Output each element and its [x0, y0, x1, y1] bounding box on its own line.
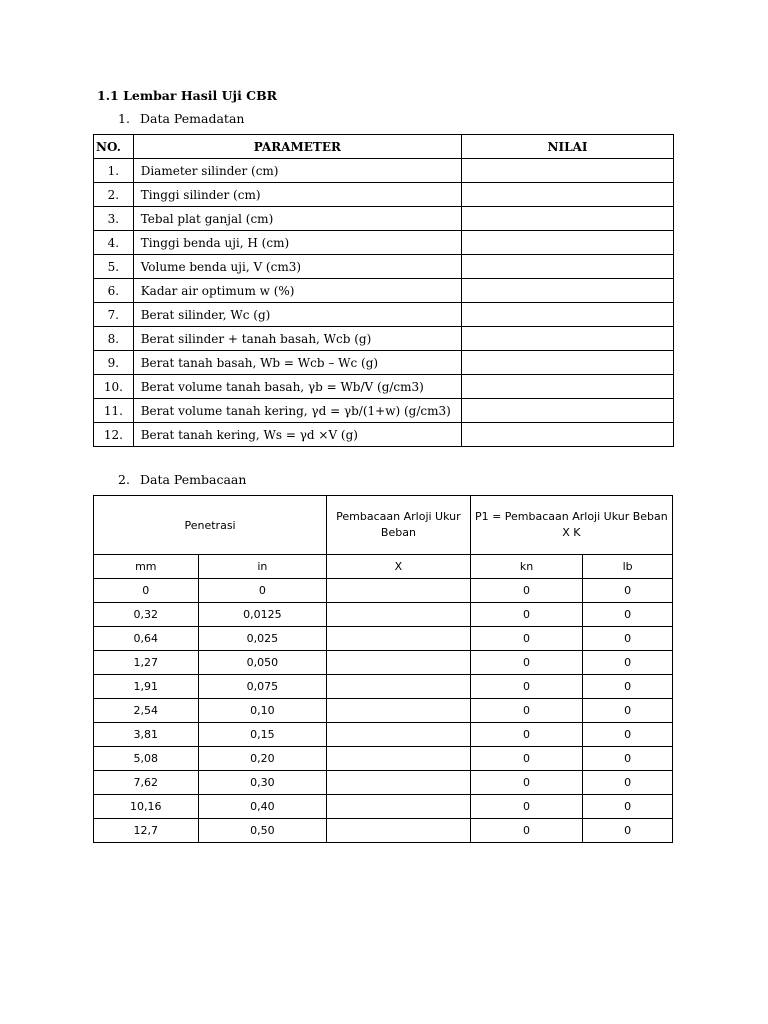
reading-cell — [327, 675, 471, 699]
lb-cell: 0 — [583, 603, 673, 627]
row-number: 6. — [94, 279, 134, 303]
parameter-cell: Diameter silinder (cm) — [133, 159, 461, 183]
lb-cell: 0 — [583, 627, 673, 651]
table-row — [94, 771, 673, 795]
parameter-cell: Berat silinder + tanah basah, Wcb (g) — [133, 327, 461, 351]
table-row — [94, 351, 674, 375]
in-cell: 0,075 — [198, 675, 327, 699]
in-cell: 0,40 — [198, 795, 327, 819]
kn-cell: 0 — [470, 603, 583, 627]
kn-cell: 0 — [470, 627, 583, 651]
row-number: 12. — [94, 423, 134, 447]
kn-cell: 0 — [470, 579, 583, 603]
in-cell: 0,10 — [198, 699, 327, 723]
lb-cell: 0 — [583, 723, 673, 747]
mm-cell: 1,27 — [94, 651, 199, 675]
table-row — [94, 231, 674, 255]
in-cell: 0 — [198, 579, 327, 603]
lb-cell: 0 — [583, 675, 673, 699]
table-row — [94, 699, 673, 723]
row-number: 7. — [94, 303, 134, 327]
value-cell — [462, 303, 674, 327]
table-row — [94, 819, 673, 843]
row-number: 10. — [94, 375, 134, 399]
mm-cell: 0,32 — [94, 603, 199, 627]
row-number: 1. — [94, 159, 134, 183]
table-row — [94, 627, 673, 651]
document-heading: 1.1 Lembar Hasil Uji CBR — [97, 88, 278, 103]
value-cell — [462, 279, 674, 303]
parameter-cell: Tebal plat ganjal (cm) — [133, 207, 461, 231]
reading-cell — [327, 651, 471, 675]
header-penetrasi: Penetrasi — [94, 496, 327, 555]
in-cell: 0,50 — [198, 819, 327, 843]
compaction-data-table — [93, 134, 674, 447]
value-cell — [462, 327, 674, 351]
table-row — [94, 747, 673, 771]
table-row — [94, 423, 674, 447]
reading-cell — [327, 699, 471, 723]
lb-cell: 0 — [583, 771, 673, 795]
reading-cell — [327, 723, 471, 747]
lb-cell: 0 — [583, 579, 673, 603]
parameter-cell: Kadar air optimum w (%) — [133, 279, 461, 303]
value-cell — [462, 231, 674, 255]
value-cell — [462, 159, 674, 183]
reading-cell — [327, 603, 471, 627]
value-cell — [462, 207, 674, 231]
value-cell — [462, 255, 674, 279]
mm-cell: 5,08 — [94, 747, 199, 771]
reading-cell — [327, 627, 471, 651]
mm-cell: 0 — [94, 579, 199, 603]
section2-number: 2. — [118, 472, 130, 487]
header-pembacaan-text: Pembacaan Arloji Ukur Beban — [336, 510, 461, 539]
table-row — [94, 375, 674, 399]
table-row — [94, 675, 673, 699]
header-parameter: PARAMETER — [133, 135, 461, 159]
in-cell: 0,0125 — [198, 603, 327, 627]
row-number: 9. — [94, 351, 134, 375]
value-cell — [462, 183, 674, 207]
parameter-cell: Berat tanah basah, Wb = Wcb – Wc (g) — [133, 351, 461, 375]
compaction-header-row — [94, 135, 674, 159]
parameter-cell: Berat silinder, Wc (g) — [133, 303, 461, 327]
kn-cell: 0 — [470, 819, 583, 843]
kn-cell: 0 — [470, 795, 583, 819]
parameter-cell: Berat tanah kering, Ws = γd ×V (g) — [133, 423, 461, 447]
header-no: NO. — [94, 135, 134, 159]
mm-cell: 0,64 — [94, 627, 199, 651]
unit-mm: mm — [94, 555, 199, 579]
unit-in: in — [198, 555, 327, 579]
parameter-cell: Volume benda uji, V (cm3) — [133, 255, 461, 279]
row-number: 8. — [94, 327, 134, 351]
section2-title: Data Pembacaan — [140, 472, 247, 487]
mm-cell: 3,81 — [94, 723, 199, 747]
parameter-cell: Berat volume tanah basah, γb = Wb/V (g/cm3) — [133, 375, 461, 399]
parameter-cell: Berat volume tanah kering, γd = γb/(1+w) (g/cm3) — [133, 399, 461, 423]
section1-label — [118, 111, 244, 126]
row-number: 2. — [94, 183, 134, 207]
table-row — [94, 207, 674, 231]
table-row — [94, 159, 674, 183]
in-cell: 0,050 — [198, 651, 327, 675]
value-cell — [462, 375, 674, 399]
units-row — [94, 555, 673, 579]
table-row — [94, 327, 674, 351]
header-pembacaan — [327, 496, 471, 555]
parameter-cell: Tinggi benda uji, H (cm) — [133, 231, 461, 255]
section2-label — [118, 472, 246, 487]
reading-cell — [327, 579, 471, 603]
unit-lb: lb — [583, 555, 673, 579]
lb-cell: 0 — [583, 795, 673, 819]
kn-cell: 0 — [470, 723, 583, 747]
table-row — [94, 279, 674, 303]
mm-cell: 10,16 — [94, 795, 199, 819]
reading-cell — [327, 819, 471, 843]
header-p1-text: P1 = Pembacaan Arloji Ukur Beban X K — [474, 510, 668, 539]
table-row — [94, 795, 673, 819]
mm-cell: 1,91 — [94, 675, 199, 699]
lb-cell: 0 — [583, 699, 673, 723]
section1-number: 1. — [118, 111, 130, 126]
kn-cell: 0 — [470, 651, 583, 675]
value-cell — [462, 423, 674, 447]
mm-cell: 12,7 — [94, 819, 199, 843]
header-nilai: NILAI — [462, 135, 674, 159]
section1-title: Data Pemadatan — [140, 111, 245, 126]
in-cell: 0,30 — [198, 771, 327, 795]
row-number: 4. — [94, 231, 134, 255]
value-cell — [462, 351, 674, 375]
in-cell: 0,20 — [198, 747, 327, 771]
value-cell — [462, 399, 674, 423]
row-number: 5. — [94, 255, 134, 279]
row-number: 3. — [94, 207, 134, 231]
mm-cell: 2,54 — [94, 699, 199, 723]
parameter-cell: Tinggi silinder (cm) — [133, 183, 461, 207]
table-row — [94, 255, 674, 279]
table-row — [94, 651, 673, 675]
table-row — [94, 399, 674, 423]
reading-cell — [327, 795, 471, 819]
lb-cell: 0 — [583, 747, 673, 771]
reading-cell — [327, 747, 471, 771]
in-cell: 0,025 — [198, 627, 327, 651]
row-number: 11. — [94, 399, 134, 423]
table-row — [94, 183, 674, 207]
table-row — [94, 579, 673, 603]
lb-cell: 0 — [583, 819, 673, 843]
unit-kn: kn — [470, 555, 583, 579]
in-cell: 0,15 — [198, 723, 327, 747]
reading-header-row — [94, 496, 673, 555]
kn-cell: 0 — [470, 675, 583, 699]
mm-cell: 7,62 — [94, 771, 199, 795]
kn-cell: 0 — [470, 747, 583, 771]
kn-cell: 0 — [470, 771, 583, 795]
reading-cell — [327, 771, 471, 795]
kn-cell: 0 — [470, 699, 583, 723]
reading-data-table — [93, 495, 673, 843]
table-row — [94, 723, 673, 747]
table-row — [94, 603, 673, 627]
lb-cell: 0 — [583, 651, 673, 675]
unit-x: X — [327, 555, 471, 579]
header-p1 — [470, 496, 672, 555]
table-row — [94, 303, 674, 327]
